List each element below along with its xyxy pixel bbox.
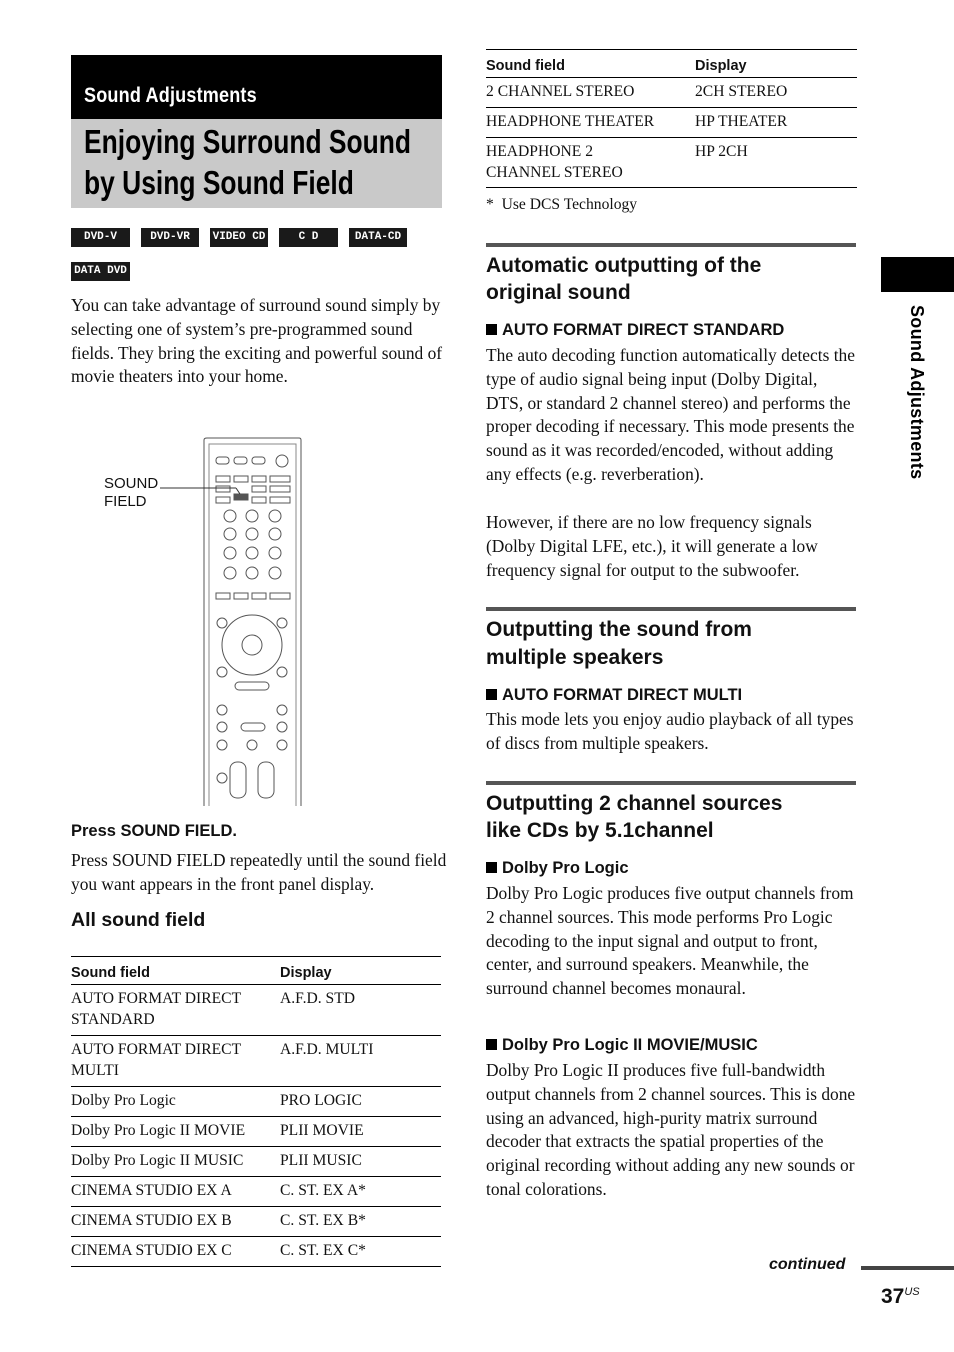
header-sound-field: Sound field xyxy=(71,957,280,985)
all-sound-field-heading: All sound field xyxy=(71,909,206,931)
sub-dolby-pro-logic-ii xyxy=(486,1036,758,1055)
cell-display: C. ST. EX C* xyxy=(280,1237,441,1267)
section-rule xyxy=(486,243,856,247)
sub-dolby-pro-logic xyxy=(486,859,629,878)
section-rule xyxy=(486,781,856,785)
badge-data-dvd: DATA DVD xyxy=(71,262,130,281)
header-display: Display xyxy=(280,957,441,985)
table-row xyxy=(71,985,441,1036)
cell-field: HEADPHONE THEATER xyxy=(486,108,695,138)
table-header-row xyxy=(486,50,857,78)
page-number xyxy=(881,1285,920,1309)
continued-label: continued xyxy=(769,1256,846,1273)
heading-line: Outputting 2 channel sources xyxy=(486,792,783,815)
badge-data-cd: DATA-CD xyxy=(349,228,407,247)
table-row xyxy=(71,1147,441,1177)
cell-display: A.F.D. STD xyxy=(280,985,441,1036)
heading-multiple-speakers xyxy=(486,616,752,672)
sub-afd-standard xyxy=(486,321,784,340)
sub-afd-standard-label: AUTO FORMAT DIRECT STANDARD xyxy=(502,321,785,339)
badge-dvd-v: DVD-V xyxy=(71,228,130,247)
table-row xyxy=(486,108,857,138)
header-display: Display xyxy=(695,50,857,78)
sound-field-table-left xyxy=(71,956,441,1267)
table-row xyxy=(486,138,857,188)
title-band xyxy=(71,119,442,208)
table-row xyxy=(71,1117,441,1147)
table-row xyxy=(71,1036,441,1087)
heading-line: like CDs by 5.1channel xyxy=(486,819,714,842)
side-tab-label: Sound Adjustments xyxy=(907,305,927,480)
heading-line: Outputting the sound from xyxy=(486,618,752,641)
cell-display: C. ST. EX B* xyxy=(280,1207,441,1237)
heading-automatic-output xyxy=(486,252,761,306)
page-number-value: 37 xyxy=(881,1285,905,1308)
cell-display: C. ST. EX A* xyxy=(280,1177,441,1207)
intro-paragraph: You can take advantage of surround sound simply by selecting one of system’s pre-programmed sound fields. They bring the exciting and powerful sound of movie theaters into your home. xyxy=(71,295,443,387)
table-row xyxy=(71,1207,441,1237)
sub-dolby-pro-logic-ii-label: Dolby Pro Logic II MOVIE/MUSIC xyxy=(502,1036,758,1054)
heading-line: Automatic outputting of the xyxy=(486,254,762,277)
table-row xyxy=(71,1177,441,1207)
page-title-line-2: by Using Sound Field xyxy=(84,164,354,201)
cell-display: PRO LOGIC xyxy=(280,1087,441,1117)
cell-field: 2 CHANNEL STEREO xyxy=(486,78,695,108)
table-header-row xyxy=(71,957,441,985)
table-row xyxy=(71,1087,441,1117)
table-row xyxy=(486,78,857,108)
remote-control-illustration xyxy=(160,436,305,806)
badge-cd: C D xyxy=(279,228,338,247)
table-row xyxy=(71,1237,441,1267)
page-title-line-1: Enjoying Surround Sound xyxy=(84,123,412,160)
heading-2-channel xyxy=(486,790,782,844)
header-sound-field: Sound field xyxy=(486,50,695,78)
cell-field: Dolby Pro Logic II MUSIC xyxy=(71,1147,280,1177)
cell-field: HEADPHONE 2 CHANNEL STEREO xyxy=(486,138,695,188)
step-heading: Press SOUND FIELD. xyxy=(71,822,237,840)
section-header-band xyxy=(71,55,442,119)
dolby-pro-logic-text: Dolby Pro Logic produces five output channels from 2 channel sources. This mode performs Pro Logic decoding to the input signal and output to front, center, and surround speakers. Meanwhile, the surround channel becomes monaural. xyxy=(486,883,854,999)
remote-label-line-1: SOUND xyxy=(104,475,159,492)
cell-display: HP THEATER xyxy=(695,108,857,138)
section-rule xyxy=(486,607,856,611)
heading-line: multiple speakers xyxy=(486,646,664,669)
cell-field: CINEMA STUDIO EX C xyxy=(71,1237,280,1267)
cell-display: A.F.D. MULTI xyxy=(280,1036,441,1087)
sub-afd-multi xyxy=(486,686,742,705)
remote-label xyxy=(104,475,158,511)
sub-dolby-pro-logic-label: Dolby Pro Logic xyxy=(502,859,629,877)
section-label: Sound Adjustments xyxy=(84,84,257,107)
afd-multi-text: This mode lets you enjoy audio playback of all types of discs from multiple speakers. xyxy=(486,709,854,753)
cell-field: AUTO FORMAT DIRECT MULTI xyxy=(71,1036,280,1087)
sound-field-table-right xyxy=(486,49,857,188)
badge-video-cd: VIDEO CD xyxy=(210,228,268,247)
cell-field: AUTO FORMAT DIRECT STANDARD xyxy=(71,985,280,1036)
heading-line: original sound xyxy=(486,281,631,304)
footnote: * Use DCS Technology xyxy=(486,196,638,213)
step-text: Press SOUND FIELD repeatedly until the sound field you want appears in the front panel display. xyxy=(71,850,447,894)
cell-display: PLII MUSIC xyxy=(280,1147,441,1177)
page-number-suffix: US xyxy=(904,1286,920,1298)
afd-standard-text: The auto decoding function automatically detects the type of audio signal being input (Dolby Digital, DTS, or standard 2 channel stereo) and performs the proper decoding if necessary. This mode presents the sound as it was recorded/encoded, without adding any effects (e.g. reverberation). xyxy=(486,345,855,484)
continued-rule xyxy=(861,1266,954,1270)
cell-field: CINEMA STUDIO EX B xyxy=(71,1207,280,1237)
square-bullet-icon xyxy=(486,1039,497,1050)
cell-display: 2CH STEREO xyxy=(695,78,857,108)
badge-dvd-vr: DVD-VR xyxy=(141,228,199,247)
square-bullet-icon xyxy=(486,689,497,700)
dolby-pro-logic-ii-text: Dolby Pro Logic II produces five full-bandwidth output channels from 2 channel sources. This is done using an advanced, high-purity matrix surround decoder that extracts the spatial properties of the original recording without adding any new sounds or tonal colorations. xyxy=(486,1060,856,1199)
cell-field: Dolby Pro Logic II MOVIE xyxy=(71,1117,280,1147)
afd-standard-text-2: However, if there are no low frequency signals (Dolby Digital LFE, etc.), it will generate a low frequency signal for output to the subwoofer. xyxy=(486,512,818,580)
square-bullet-icon xyxy=(486,324,497,335)
cell-display: PLII MOVIE xyxy=(280,1117,441,1147)
cell-display: HP 2CH xyxy=(695,138,857,188)
cell-field: CINEMA STUDIO EX A xyxy=(71,1177,280,1207)
square-bullet-icon xyxy=(486,862,497,873)
side-tab-marker xyxy=(881,257,954,292)
remote-label-line-2: FIELD xyxy=(104,493,147,510)
sub-afd-multi-label: AUTO FORMAT DIRECT MULTI xyxy=(502,686,743,704)
cell-field: Dolby Pro Logic xyxy=(71,1087,280,1117)
